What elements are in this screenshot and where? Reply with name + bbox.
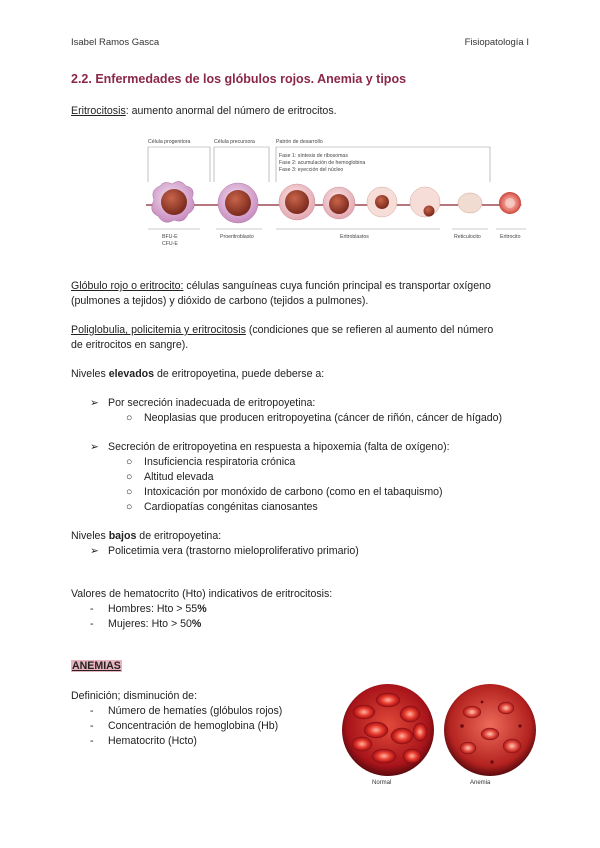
phase-2: Fase 2: acumulación de hemoglobina	[279, 160, 366, 166]
dash-bullet-icon: -	[90, 618, 94, 630]
hematocrito-intro: Valores de hematocrito (Hto) indicativos de eritrocitosis:	[71, 588, 333, 600]
elevados-item-2-sub-2-text: Altitud elevada	[144, 471, 214, 483]
poliglobulia-term: Poliglobulia, policitemia y eritrocitosis	[71, 324, 246, 336]
globulo-term: Glóbulo rojo o eritrocito:	[71, 280, 184, 292]
hematocrito-women-pct: %	[191, 618, 202, 630]
hematocrito-men	[90, 602, 207, 616]
anemias-item-2	[90, 719, 278, 733]
circle-bullet-icon: ○	[126, 471, 133, 483]
cell-erythrocyte	[499, 192, 521, 214]
poliglobulia-paragraph-line1	[71, 323, 493, 337]
label-celula-progenitora: Célula progenitora	[148, 139, 191, 145]
elevados-item-2	[90, 440, 450, 454]
section-title: 2.2. Enfermedades de los glóbulos rojos. Anemia y tipos	[71, 72, 407, 86]
dash-bullet-icon: -	[90, 720, 94, 732]
normal-label: Normal	[372, 780, 392, 786]
elevados-item-2-sub-3	[126, 485, 443, 499]
hematocrito-men-text: Hombres: Hto > 55	[108, 603, 198, 615]
elevados-intro-bold: elevados	[108, 368, 155, 380]
elevados-item-2-sub-4	[126, 500, 318, 514]
arrow-bullet-icon: ➢	[90, 545, 99, 557]
elevados-item-2-sub-2	[126, 470, 214, 484]
phase-1: Fase 1: síntesis de ribosomas	[279, 153, 348, 159]
elevados-item-2-sub-1	[126, 455, 295, 469]
arrow-bullet-icon: ➢	[90, 397, 99, 409]
elevados-intro-pre: Niveles	[71, 368, 109, 380]
bracket-progenitora	[148, 147, 210, 182]
bajos-intro-bold: bajos	[108, 530, 137, 542]
hematocrito-women	[90, 617, 201, 631]
bajos-intro-pre: Niveles	[71, 530, 109, 542]
bajos-item	[90, 544, 359, 558]
globulo-line1: células sanguíneas cuya función principal es transportar oxígeno	[183, 280, 491, 292]
bracket-precursora	[214, 147, 269, 182]
arrow-bullet-icon: ➢	[90, 441, 99, 453]
globulo-paragraph-line1	[71, 279, 491, 293]
poliglobulia-line1: (condiciones que se refieren al aumento del número	[245, 324, 494, 336]
poliglobulia-line2: de eritrocitos en sangre).	[71, 339, 189, 351]
elevados-item-2-sub-1-text: Insuficiencia respiratoria crónica	[144, 456, 296, 468]
dash-bullet-icon: -	[90, 705, 94, 717]
cell-erythroblast-4	[410, 187, 440, 217]
label-eritrocito: Eritrocito	[500, 234, 521, 240]
elevados-intro	[71, 367, 324, 381]
label-bfu-e: BFU-E	[162, 234, 178, 240]
label-celula-precursora: Célula precursora	[214, 139, 255, 145]
label-cfu-e: CFU-E	[162, 241, 178, 247]
elevados-item-1	[90, 396, 315, 410]
anemias-item-1	[90, 704, 282, 718]
header-author: Isabel Ramos Gasca	[71, 37, 160, 48]
cell-progenitor	[152, 181, 195, 222]
dash-bullet-icon: -	[90, 735, 94, 747]
anemias-heading-text: ANEMIAS	[72, 660, 121, 672]
eritrocitosis-term: Eritrocitosis	[71, 105, 126, 117]
anemias-definition: Definición; disminución de:	[71, 690, 198, 702]
elevados-item-1-text: Por secreción inadecuada de eritropoyetina:	[108, 397, 316, 409]
anemia-label: Anemia	[470, 780, 491, 786]
anemia-blood-image	[442, 682, 538, 782]
anemias-item-2-text: Concentración de hemoglobina (Hb)	[108, 720, 279, 732]
elevados-item-2-sub-4-text: Cardiopatías congénitas cianosantes	[144, 501, 318, 513]
eritrocitosis-definition: : aumento anormal del número de eritrocitos.	[125, 105, 337, 117]
circle-bullet-icon: ○	[126, 486, 133, 498]
cell-erythroblast-1	[279, 184, 315, 220]
erythropoiesis-diagram	[140, 132, 530, 256]
label-eritroblastos: Eritroblastos	[340, 234, 369, 240]
cell-proerythroblast	[218, 183, 258, 223]
cell-reticulocyte	[458, 193, 482, 213]
bajos-intro	[71, 529, 221, 543]
anemias-heading	[71, 659, 122, 673]
label-reticulocito: Reticulocito	[454, 234, 481, 240]
hematocrito-men-pct: %	[197, 603, 207, 615]
globulo-line2: (pulmones a tejidos) y dióxido de carbono (tejidos a pulmones).	[71, 295, 369, 307]
cell-erythroblast-3	[367, 187, 397, 217]
elevados-intro-post: de eritropoyetina, puede deberse a:	[154, 368, 325, 380]
elevados-item-2-text: Secreción de eritropoyetina en respuesta a hipoxemia (falta de oxígeno):	[108, 441, 450, 453]
hematocrito-women-text: Mujeres: Hto > 50	[108, 618, 192, 630]
cell-erythroblast-2	[323, 187, 355, 219]
normal-blood-image	[340, 682, 436, 782]
eritrocitosis-paragraph	[71, 104, 337, 118]
bajos-item-text: Policetimia vera (trastorno mieloproliferativo primario)	[108, 545, 359, 557]
circle-bullet-icon: ○	[126, 412, 133, 424]
anemias-item-3	[90, 734, 197, 748]
elevados-item-1-sub-1	[126, 411, 502, 425]
label-proeritroblasto: Proeritroblasto	[220, 234, 254, 240]
bajos-intro-post: de eritropoyetina:	[136, 530, 222, 542]
anemias-item-1-text: Número de hematíes (glóbulos rojos)	[108, 705, 283, 717]
circle-bullet-icon: ○	[126, 456, 133, 468]
anemias-item-3-text: Hematocrito (Hcto)	[108, 735, 197, 747]
dash-bullet-icon: -	[90, 603, 94, 615]
elevados-item-2-sub-3-text: Intoxicación por monóxido de carbono (como en el tabaquismo)	[144, 486, 443, 498]
label-patron-desarrollo: Patrón de desarrollo	[276, 139, 323, 145]
circle-bullet-icon: ○	[126, 501, 133, 513]
phase-3: Fase 3: eyección del núcleo	[279, 167, 344, 173]
elevados-item-1-sub-1-text: Neoplasias que producen eritropoyetina (cáncer de riñón, cáncer de hígado)	[144, 412, 503, 424]
header-subject: Fisiopatología I	[464, 37, 529, 48]
